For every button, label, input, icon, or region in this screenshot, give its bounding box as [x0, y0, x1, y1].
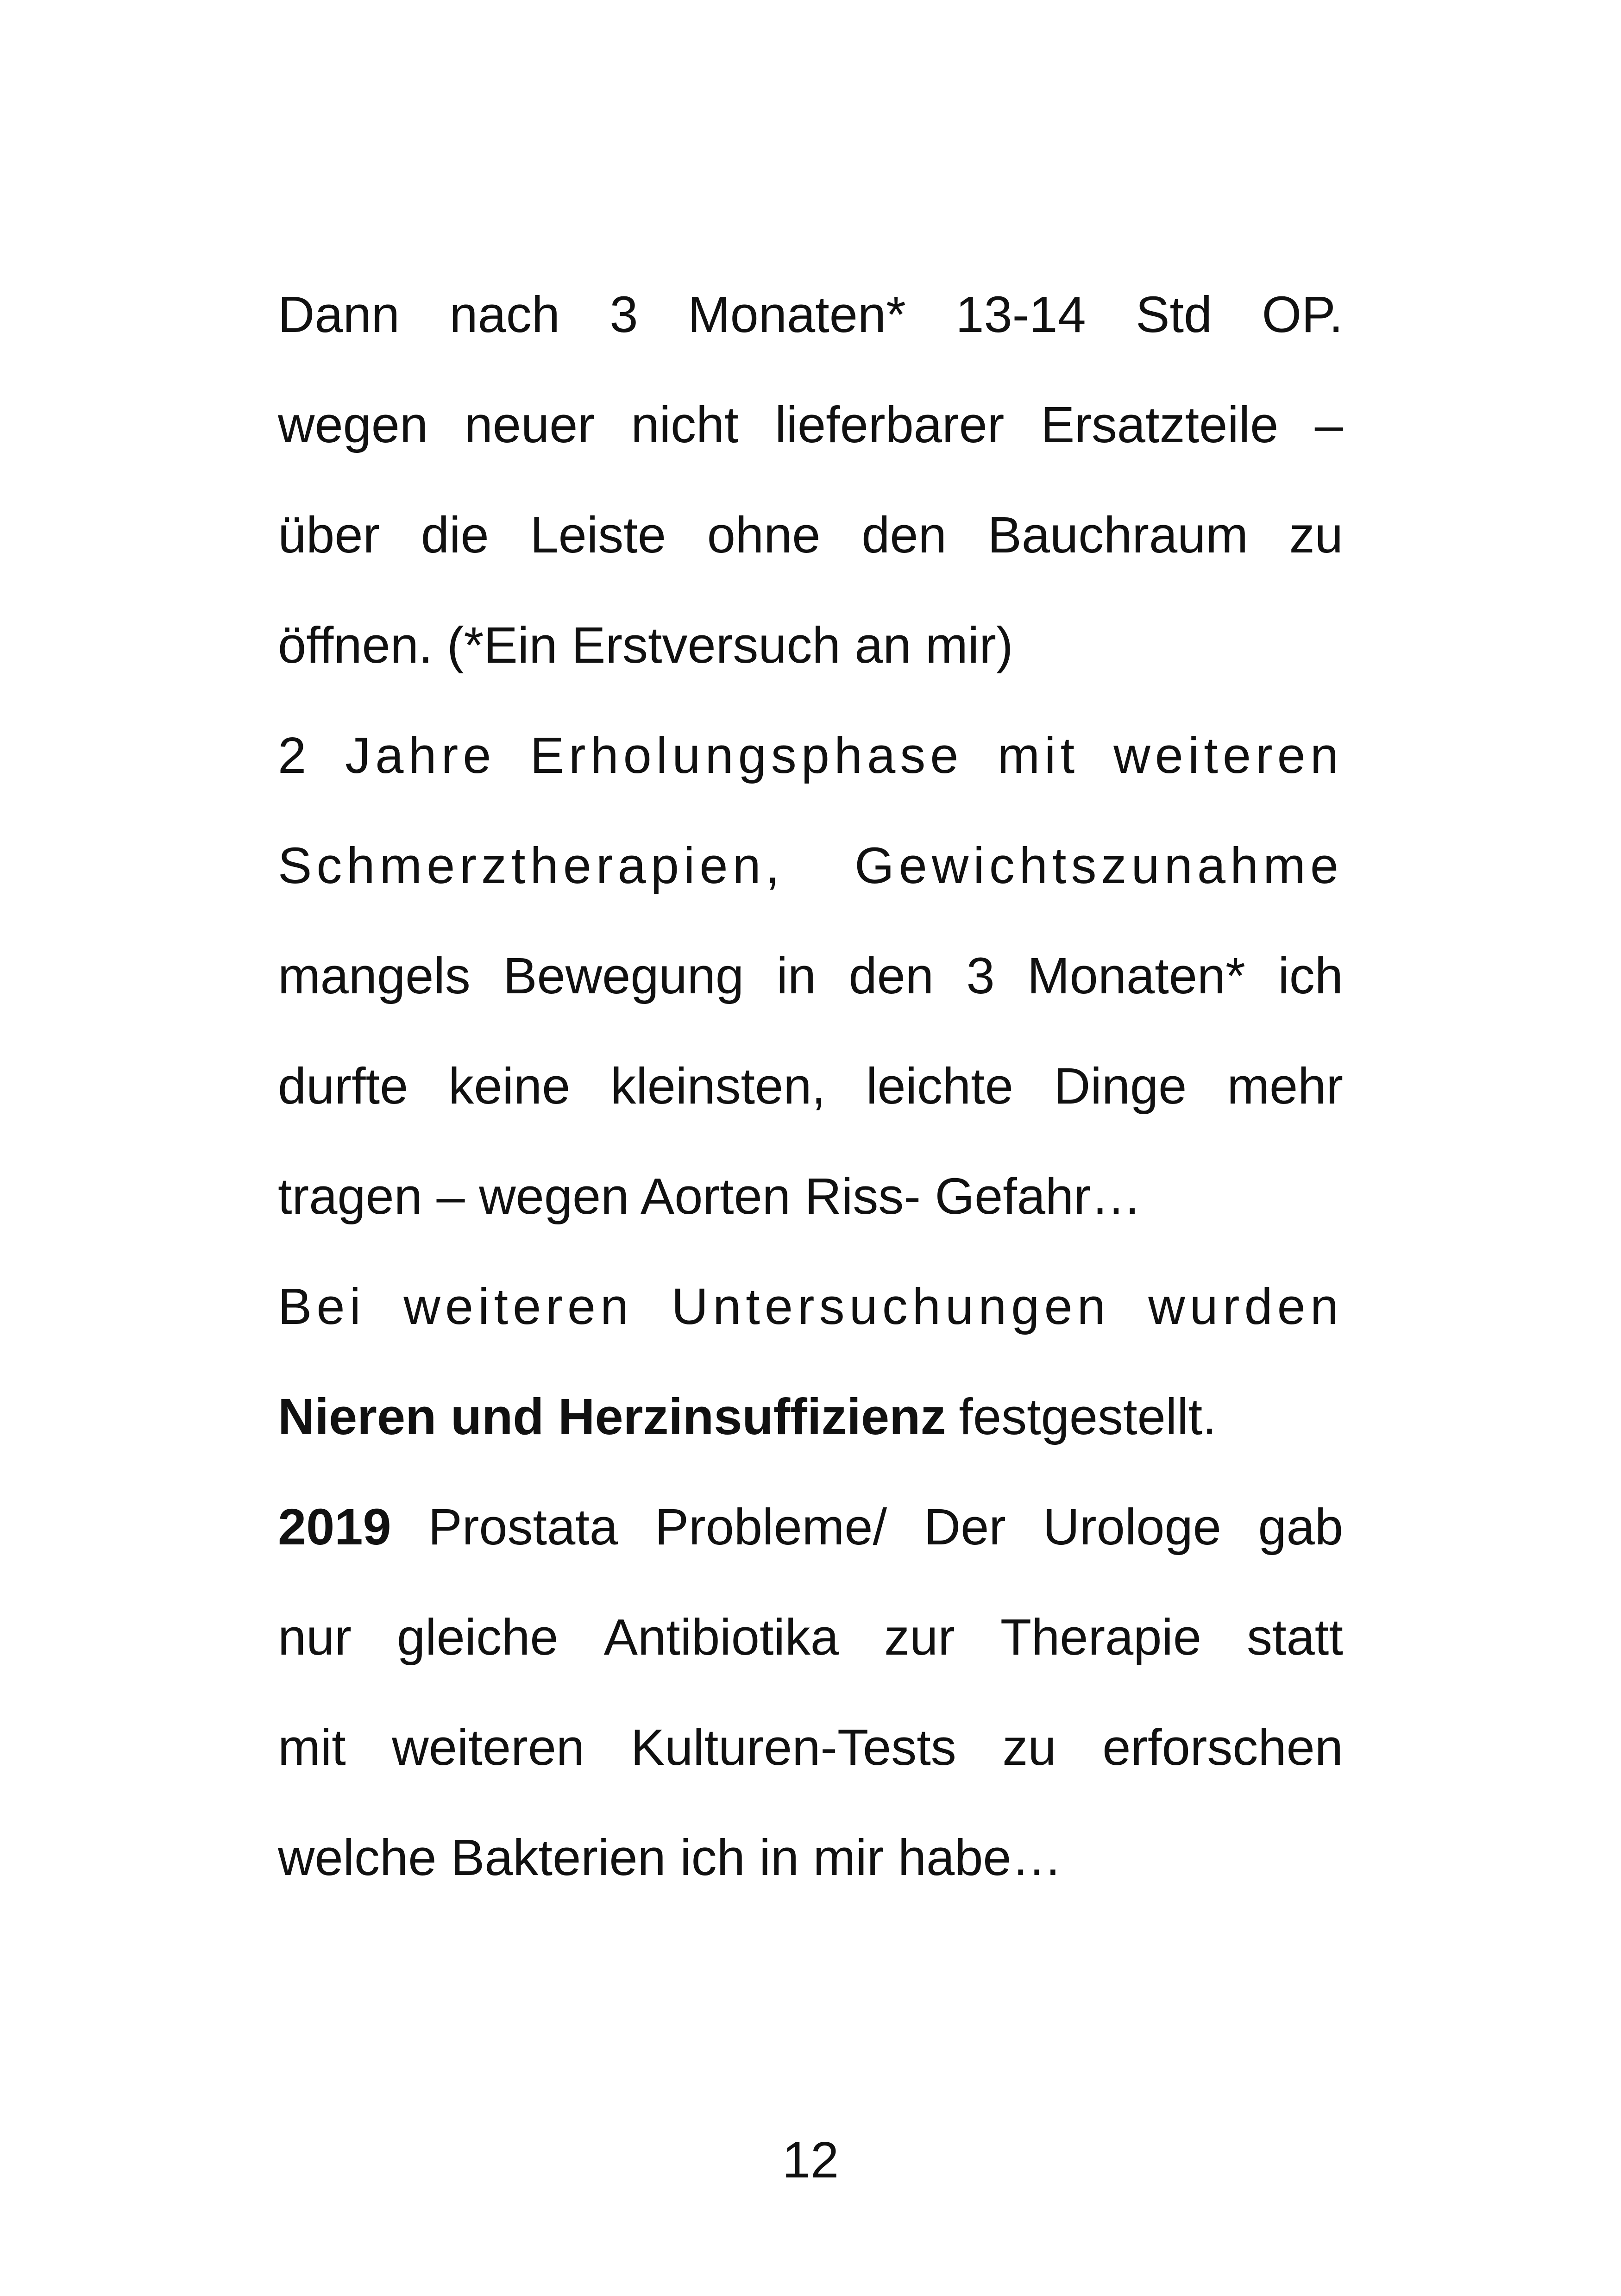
word: Monaten* — [688, 286, 906, 343]
page-number: 12 — [782, 2132, 839, 2189]
word: erforschen — [1102, 1719, 1343, 1776]
word: die — [421, 507, 489, 564]
word: Kulturen-Tests — [630, 1719, 956, 1776]
text-line-10 — [278, 1265, 1343, 1375]
line-text: tragen – wegen Aorten Riss- Gefahr… — [278, 1168, 1142, 1225]
line-text: öffnen. (*Ein Erstversuch an mir) — [278, 617, 1013, 674]
word: ohne — [707, 507, 821, 564]
word: festgestellt. — [959, 1388, 1217, 1445]
word: leichte — [866, 1058, 1013, 1115]
word: wegen — [278, 396, 428, 453]
word: mehr — [1227, 1058, 1343, 1115]
body-text — [278, 273, 1343, 1926]
word: über — [278, 507, 380, 564]
word: – — [1314, 396, 1343, 453]
word: durfte — [278, 1058, 408, 1115]
word: mit — [997, 727, 1080, 784]
word: kleinsten, — [610, 1058, 826, 1115]
word: Leiste — [530, 507, 666, 564]
text-line-7 — [278, 935, 1343, 1045]
word: Urologe — [1043, 1499, 1221, 1556]
word: den — [848, 947, 934, 1004]
word: mangels — [278, 947, 471, 1004]
word: wurden — [1148, 1278, 1343, 1335]
text-line-11 — [278, 1375, 1343, 1486]
text-line-13 — [278, 1596, 1343, 1706]
text-line-3 — [278, 494, 1343, 604]
word: Untersuchungen — [671, 1278, 1110, 1335]
word: gleiche — [396, 1609, 559, 1666]
word: lieferbarer — [775, 396, 1005, 453]
word: Monaten* — [1027, 947, 1245, 1004]
word: Prostata — [428, 1499, 618, 1556]
word: ich — [1278, 947, 1343, 1004]
word: Bewegung — [503, 947, 744, 1004]
word: statt — [1247, 1609, 1343, 1666]
word: Bauchraum — [987, 507, 1249, 564]
word: 3 — [966, 947, 995, 1004]
text-line-8 — [278, 1045, 1343, 1155]
word: OP. — [1262, 286, 1343, 343]
word: neuer — [464, 396, 595, 453]
text-line-5 — [278, 714, 1343, 824]
word: zur — [884, 1609, 955, 1666]
text-line-1 — [278, 273, 1343, 383]
text-line-9 — [278, 1155, 1343, 1265]
word: Dinge — [1053, 1058, 1187, 1115]
word: Therapie — [1000, 1609, 1202, 1666]
word: Std — [1136, 286, 1213, 343]
word: weiteren — [1113, 727, 1343, 784]
word: den — [861, 507, 947, 564]
word: Probleme/ — [654, 1499, 887, 1556]
text-line-12 — [278, 1486, 1343, 1596]
text-line-15 — [278, 1816, 1343, 1926]
word: mit — [278, 1719, 346, 1776]
word: Dann — [278, 286, 400, 343]
word: 13-14 — [955, 286, 1086, 343]
word: nach — [449, 286, 560, 343]
word: nicht — [631, 396, 739, 453]
word: weiteren — [403, 1278, 634, 1335]
line-text: welche Bakterien ich in mir habe… — [278, 1829, 1062, 1886]
word: Jahre — [345, 727, 496, 784]
word: Der — [924, 1499, 1006, 1556]
word: Bei — [278, 1278, 365, 1335]
word: 2 — [278, 727, 311, 784]
bold-phrase: Nieren und Herzinsuffizienz — [278, 1388, 946, 1445]
word: Gewichtszunahme — [854, 837, 1343, 894]
word: zu — [1002, 1719, 1056, 1776]
word: Antibiotika — [603, 1609, 839, 1666]
text-line-2 — [278, 383, 1343, 494]
bold-year: 2019 — [278, 1499, 391, 1556]
word: Ersatzteile — [1040, 396, 1279, 453]
text-line-4 — [278, 604, 1343, 714]
word: nur — [278, 1609, 352, 1666]
text-line-6 — [278, 824, 1343, 935]
word: gab — [1258, 1499, 1343, 1556]
word: weiteren — [392, 1719, 585, 1776]
word: keine — [448, 1058, 571, 1115]
word: 3 — [609, 286, 638, 343]
word: zu — [1289, 507, 1343, 564]
word: in — [776, 947, 817, 1004]
word: Schmerztherapien, — [278, 837, 785, 894]
text-line-14 — [278, 1706, 1343, 1816]
word: Erholungsphase — [530, 727, 963, 784]
